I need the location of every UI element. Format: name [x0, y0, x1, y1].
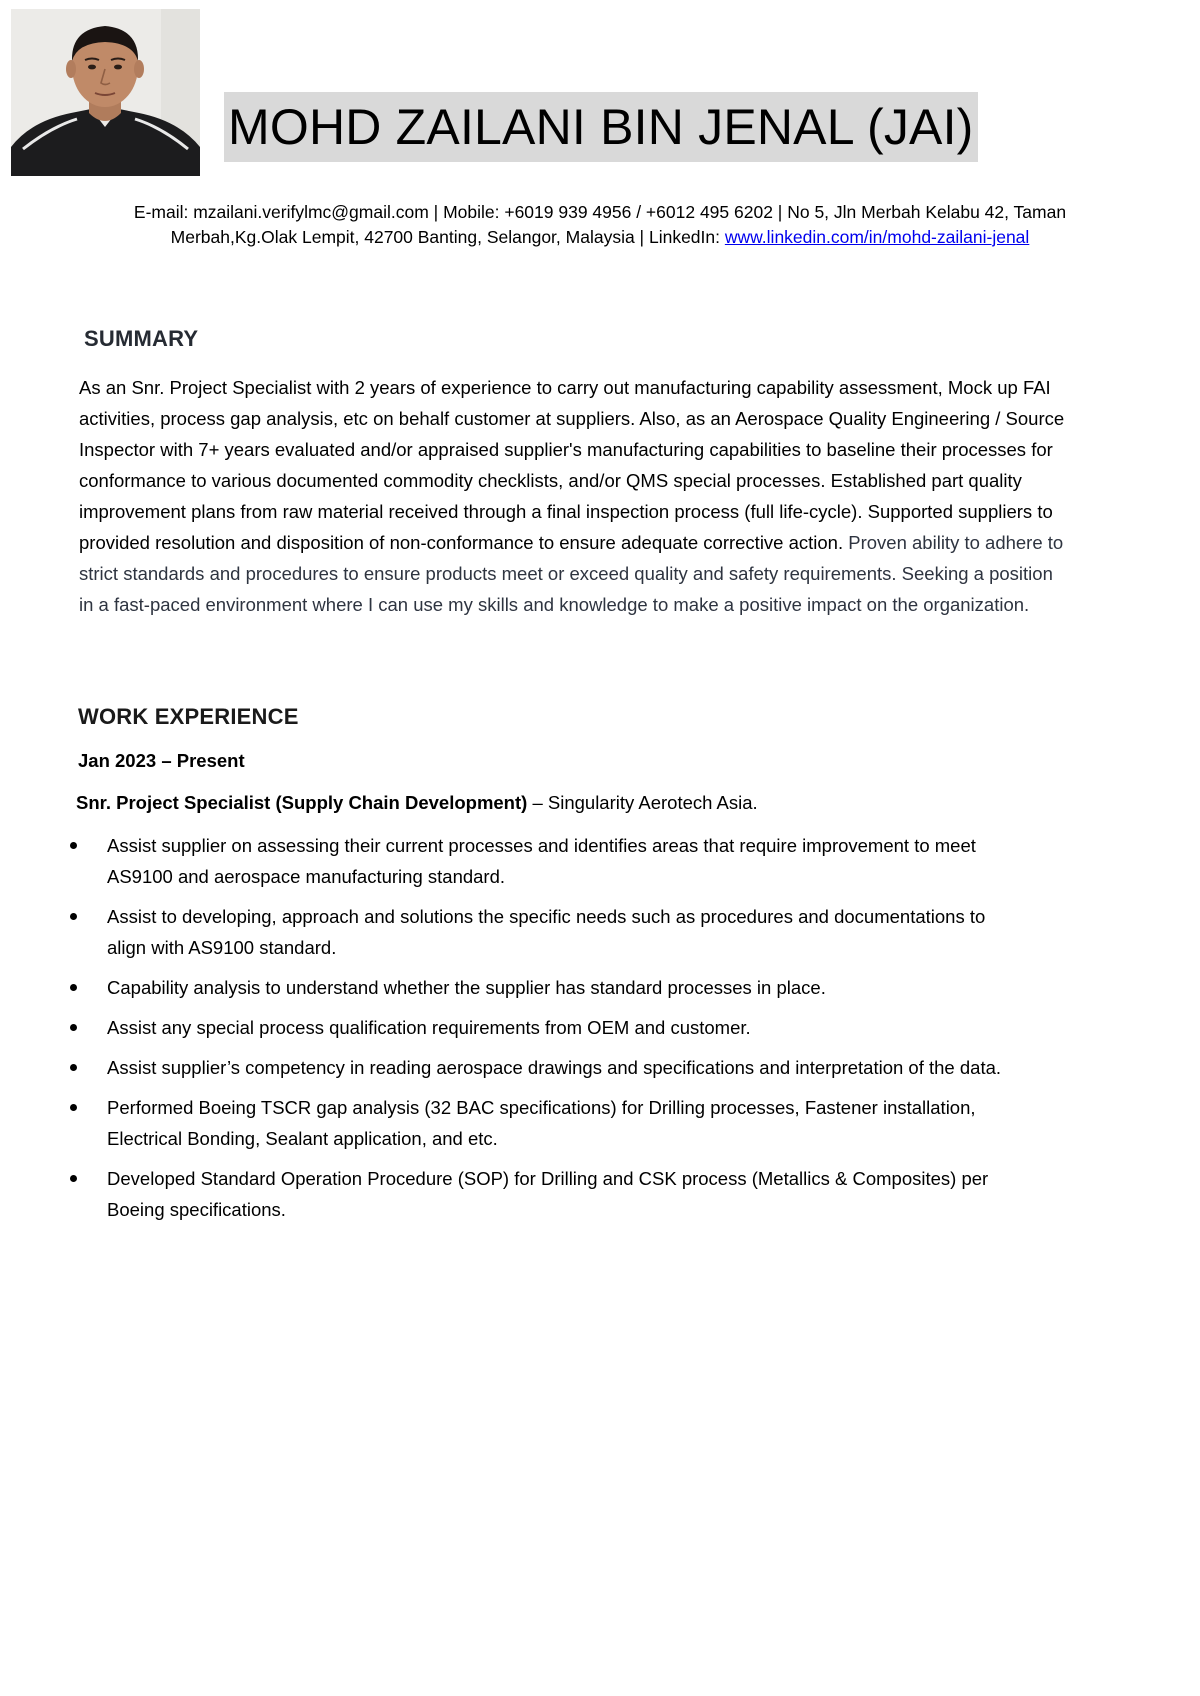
- duty-text: Assist any special process qualification requirements from OEM and customer.: [107, 1017, 751, 1038]
- linkedin-link[interactable]: www.linkedin.com/in/mohd-zailani-jenal: [724, 227, 1030, 247]
- duty-text: Performed Boeing TSCR gap analysis (32 BAC specifications) for Drilling processes, Fastener installation, Electrical Bonding, Sealant application, and etc.: [107, 1097, 976, 1149]
- bullet-icon: [70, 1104, 77, 1111]
- bullet-icon: [70, 913, 77, 920]
- contact-line-1: E-mail: mzailani.verifylmc@gmail.com | Mobile: +6019 939 4956 / +6012 495 6202 | No 5, Jln Merbah Kelabu 42, Taman: [133, 202, 1067, 222]
- work-experience-heading: WORK EXPERIENCE: [78, 704, 299, 729]
- name-highlight: [224, 92, 978, 162]
- list-item: [68, 830, 1028, 892]
- duty-text: Assist to developing, approach and solutions the specific needs such as procedures and documentations to align with AS9100 standard.: [107, 906, 986, 958]
- bullet-icon: [70, 1024, 77, 1031]
- person-portrait-icon: [11, 9, 200, 176]
- duty-text: Developed Standard Operation Procedure (SOP) for Drilling and CSK process (Metallics & Composites) per Boeing specifications.: [107, 1168, 989, 1220]
- list-item: [68, 1012, 1028, 1043]
- bullet-icon: [70, 1064, 77, 1071]
- bullet-icon: [70, 1175, 77, 1182]
- job-position: Snr. Project Specialist (Supply Chain Development): [76, 792, 528, 813]
- job-date: Jan 2023 – Present: [78, 750, 245, 771]
- contact-line-2: [90, 225, 1110, 250]
- bullet-icon: [70, 842, 77, 849]
- list-item: [68, 1052, 1028, 1083]
- job-company: – Singularity Aerotech Asia.: [527, 792, 758, 813]
- job-duties-list: [68, 830, 1028, 1234]
- summary-paragraph: [79, 372, 1069, 620]
- contact-block: [90, 200, 1110, 250]
- list-item: [68, 1092, 1028, 1154]
- list-item: [68, 901, 1028, 963]
- duty-text: Capability analysis to understand whether the supplier has standard processes in place.: [107, 977, 826, 998]
- summary-text-part-1: As an Snr. Project Specialist with 2 years of experience to carry out manufacturing capability assessment, Mock up FAI activities, process gap analysis, etc on behalf customer at suppliers. Also, as an Aerospace Quality Engineering / Source Inspector with 7+ years evaluated and/or appraised supplier's manufacturing capabilities to baseline their processes for conformance to various documented commodity checklists, and/or QMS special processes. Established part quality improvement plans from raw material received through a final inspection process (full life-cycle). Supported suppliers to provided resolution and disposition of non-conformance to ensure adequate corrective action.: [79, 377, 1065, 553]
- list-item: [68, 1163, 1028, 1225]
- duty-text: Assist supplier’s competency in reading aerospace drawings and specifications and interpretation of the data.: [107, 1057, 1002, 1078]
- profile-photo: [11, 9, 200, 176]
- duty-text: Assist supplier on assessing their current processes and identifies areas that require improvement to meet AS9100 and aerospace manufacturing standard.: [107, 835, 976, 887]
- summary-heading: SUMMARY: [84, 326, 199, 351]
- summary-text-part-2: Proven ability to adhere to strict standards and procedures to ensure products meet or exceed quality and safety requirements. Seeking a position in a fast-paced environment where I can use my skills and knowledge to make a positive impact on the organization.: [79, 532, 1064, 615]
- candidate-name: MOHD ZAILANI BIN JENAL (JAI): [228, 99, 974, 155]
- bullet-icon: [70, 984, 77, 991]
- job-title-line: [76, 792, 758, 814]
- list-item: [68, 972, 1028, 1003]
- contact-address-text: Merbah,Kg.Olak Lempit, 42700 Banting, Selangor, Malaysia | LinkedIn:: [170, 227, 725, 247]
